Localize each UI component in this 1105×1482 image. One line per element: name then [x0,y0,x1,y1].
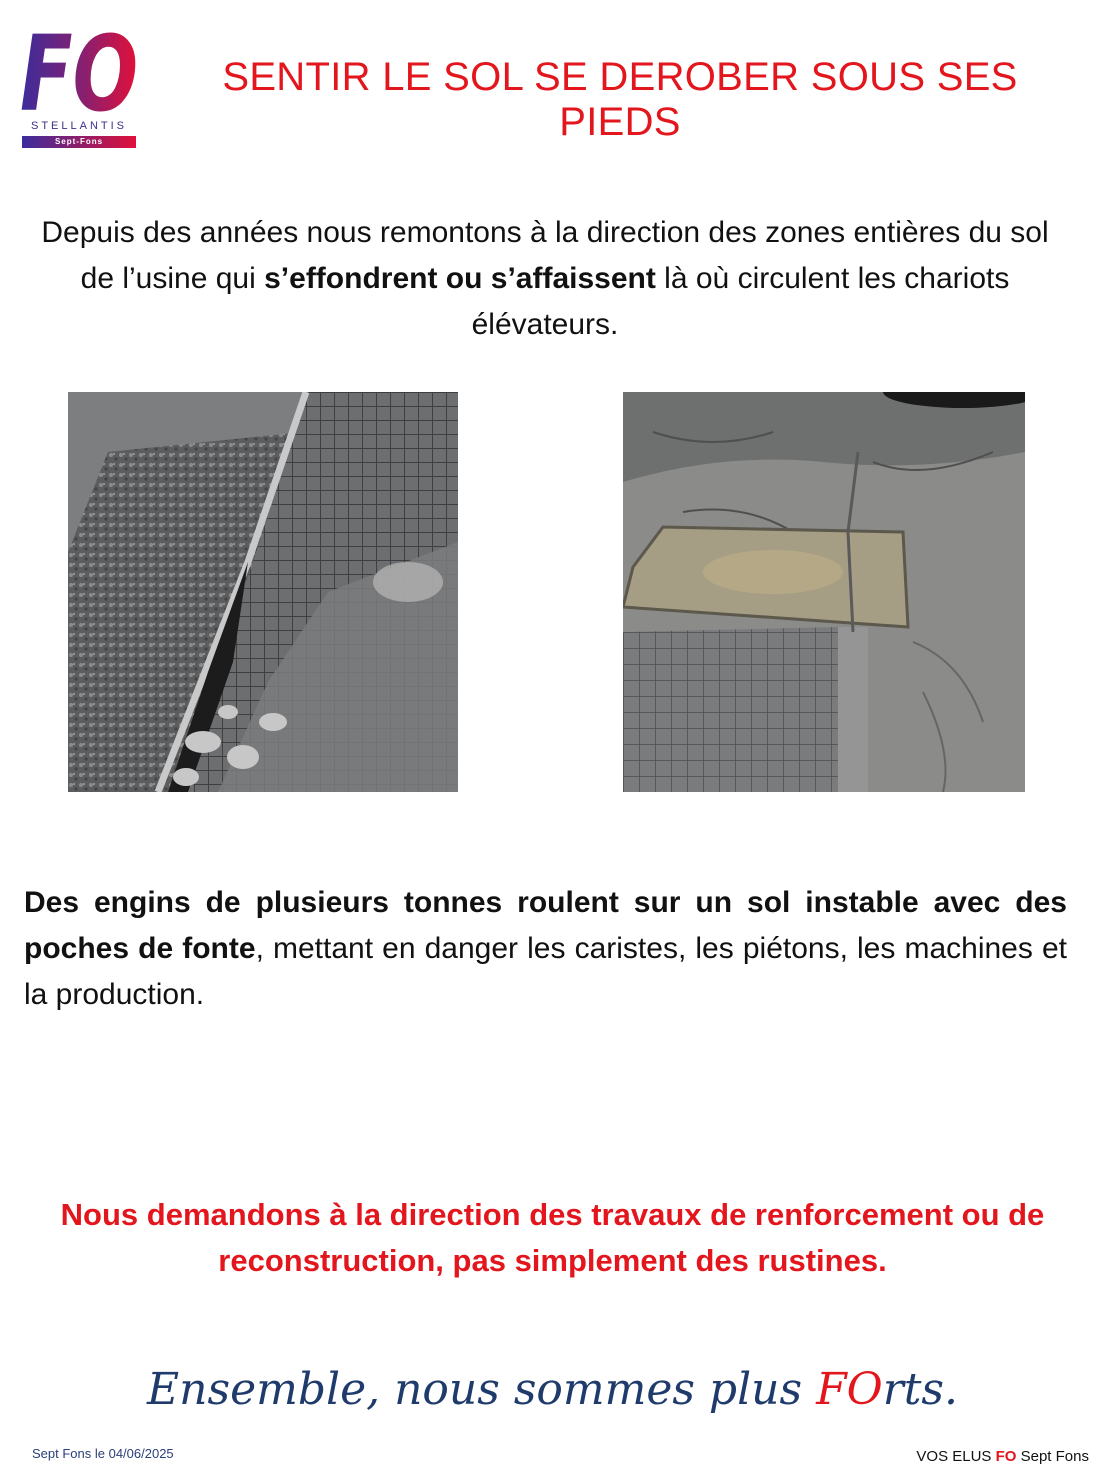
demand-paragraph [24,1192,1081,1284]
intro-text-2: là où circulent les chariots élévateurs. [471,262,1010,341]
slogan-end: rts. [882,1364,958,1415]
danger-paragraph [24,880,1067,1018]
intro-text-1: Depuis des années nous remontons à la direction des zones entières du sol de l’usine qui [41,216,1049,295]
slogan-text: Ensemble, nous sommes plus [147,1364,817,1415]
intro-text-bold: s’effondrent ou s’affaissent [264,262,656,295]
signature-prefix: VOS ELUS [916,1448,996,1465]
danger-text-rest: , mettant en danger les caristes, les piétons, les machines et la production. [24,932,1067,1011]
photo-collapsed-floor [68,392,458,792]
fo-logo-mark [18,12,140,118]
slogan [0,1364,1105,1415]
footer-date: Sept Fons le 04/06/2025 [32,1446,174,1461]
page-title: SENTIR LE SOL SE DEROBER SOUS SES PIEDS [222,55,1018,144]
slogan-fo: FO [816,1364,883,1415]
fo-logo-letters: FO [20,13,138,118]
intro-paragraph [40,210,1050,348]
signature-fo: FO [995,1448,1017,1465]
logo-site: Sept-Fons [22,136,136,148]
footer-signature [916,1448,1089,1465]
fo-logo [18,12,140,144]
demand-line-1: Nous demandons à la direction des travaux de renforcement ou de [60,1197,1045,1232]
signature-suffix: Sept Fons [1016,1448,1089,1465]
demand-line-2: reconstruction, pas simplement des rustines. [218,1243,887,1278]
photo-patched-floor [623,392,1025,792]
logo-brand: STELLANTIS [30,120,128,132]
danger-text-bold: Des engins de plusieurs tonnes roulent sur un sol instable avec des poches de fonte [24,886,1067,965]
